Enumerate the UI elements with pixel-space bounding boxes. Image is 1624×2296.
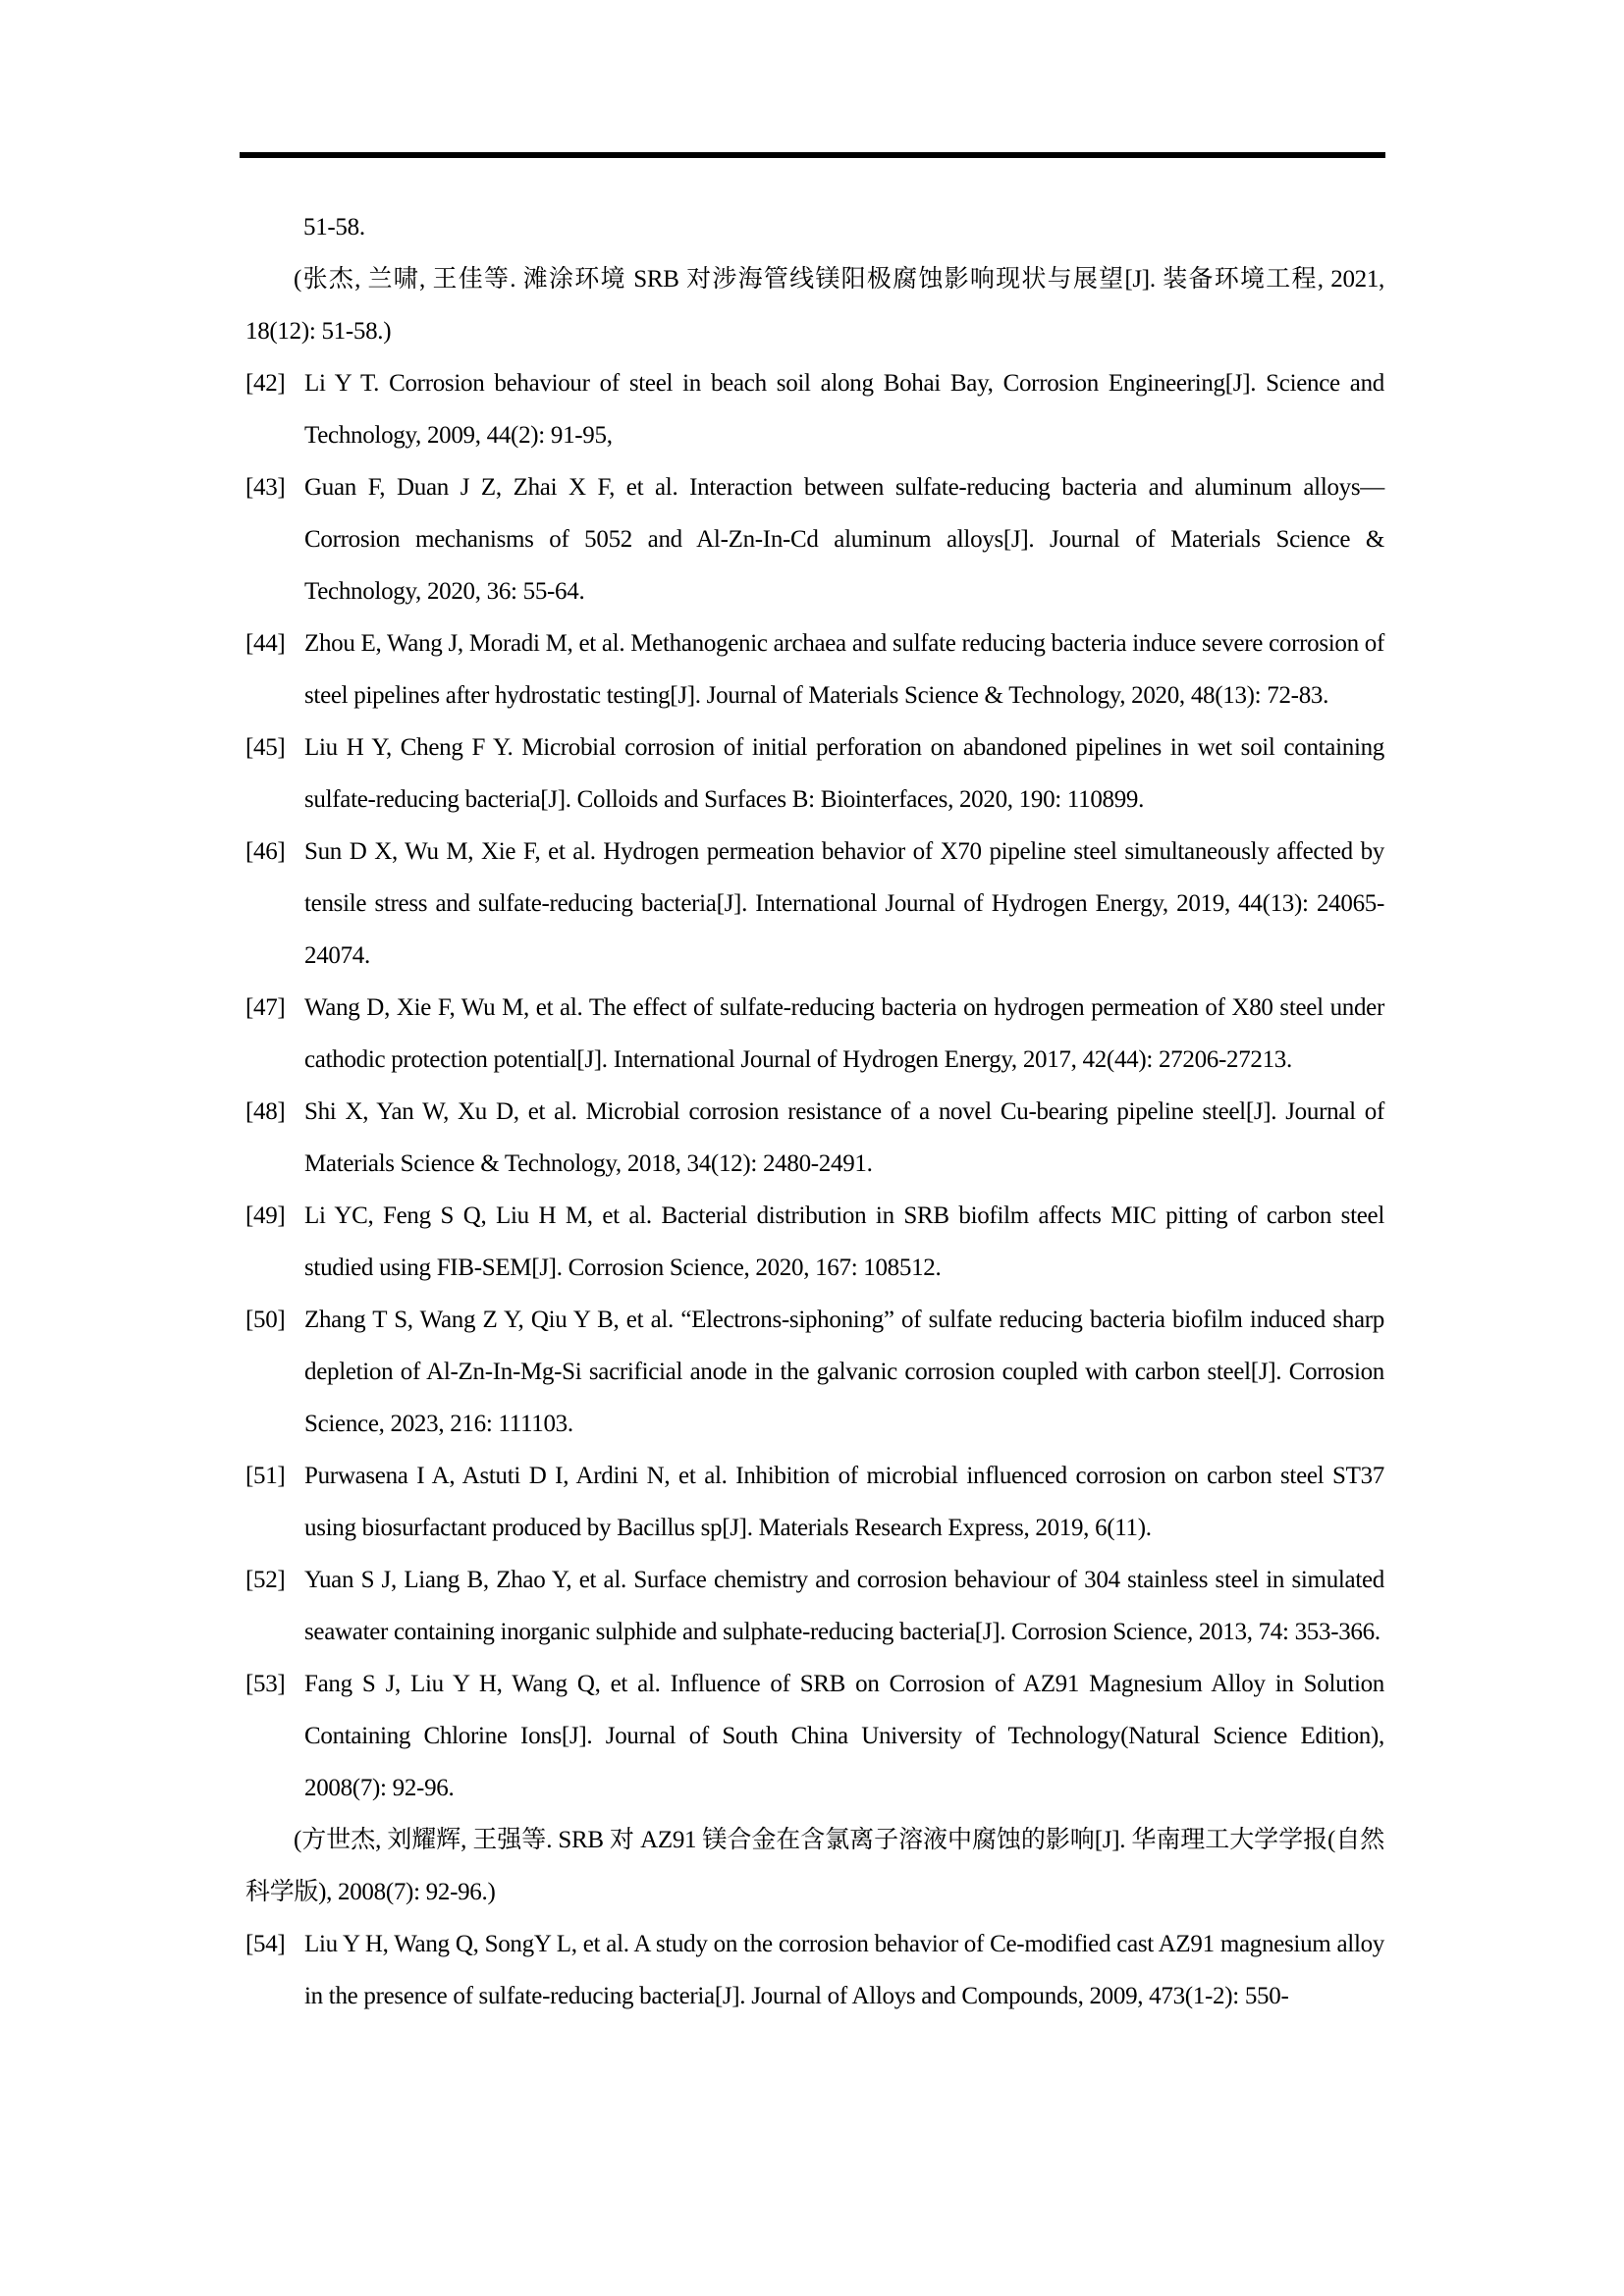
- reference-text: Purwasena I A, Astuti D I, Ardini N, et al. Inhibition of microbial influenced corrosion on carbon steel ST37 using biosurfactant produced by Bacillus sp[J]. Materials Research Express, 2019, 6(11).: [304, 1463, 1384, 1541]
- references-list: [245, 201, 1384, 2022]
- reference-text: Li YC, Feng S Q, Liu H M, et al. Bacterial distribution in SRB biofilm affects MIC pitting of carbon steel studied using FIB-SEM[J]. Corrosion Science, 2020, 167: 108512.: [304, 1202, 1384, 1281]
- reference-number: [53]: [245, 1671, 286, 1697]
- reference-number: [48]: [245, 1098, 286, 1125]
- reference-text: Wang D, Xie F, Wu M, et al. The effect of sulfate-reducing bacteria on hydrogen permeation of X80 steel under cathodic protection potential[J]. International Journal of Hydrogen Energy, 2017, 42(44): 27206-27213.: [304, 994, 1384, 1073]
- reference-text: Fang S J, Liu Y H, Wang Q, et al. Influence of SRB on Corrosion of AZ91 Magnesium Alloy in Solution Containing Chlorine Ions[J]. Journal of South China University of Technology(Natural Science Edition), 2008(7): 92-96.: [304, 1671, 1384, 1801]
- reference-number: [45]: [245, 734, 286, 761]
- reference-translation-cn: (张杰, 兰啸, 王佳等. 滩涂环境 SRB 对涉海管线镁阳极腐蚀影响现状与展望[J]. 装备环境工程, 2021, 18(12): 51-58.): [245, 266, 1384, 345]
- reference-entry: [245, 982, 1384, 1086]
- reference-text: Liu Y H, Wang Q, SongY L, et al. A study on the corrosion behavior of Ce-modified cast AZ91 magnesium alloy in the presence of sulfate-reducing bacteria[J]. Journal of Alloys and Compounds, 2009, 473(1-2): 550-: [304, 1931, 1384, 2009]
- reference-text: Sun D X, Wu M, Xie F, et al. Hydrogen permeation behavior of X70 pipeline steel simultaneously affected by tensile stress and sulfate-reducing bacteria[J]. International Journal of Hydrogen Energy, 2019, 44(13): 24065-24074.: [304, 838, 1384, 969]
- reference-number: [42]: [245, 370, 286, 397]
- reference-text: Shi X, Yan W, Xu D, et al. Microbial corrosion resistance of a novel Cu-bearing pipeline steel[J]. Journal of Materials Science & Technology, 2018, 34(12): 2480-2491.: [304, 1098, 1384, 1177]
- reference-entry: [245, 617, 1384, 721]
- reference-continuation-pages: 51-58.: [303, 214, 365, 240]
- reference-text: Li Y T. Corrosion behaviour of steel in beach soil along Bohai Bay, Corrosion Engineering[J]. Science and Technology, 2009, 44(2): 91-95,: [304, 370, 1384, 449]
- reference-entry: [245, 1658, 1384, 1814]
- reference-translation-cn: (方世杰, 刘耀辉, 王强等. SRB 对 AZ91 镁合金在含氯离子溶液中腐蚀的影响[J]. 华南理工大学学报(自然科学版), 2008(7): 92-96.): [245, 1827, 1384, 1905]
- reference-number: [46]: [245, 838, 286, 865]
- reference-number: [54]: [245, 1931, 286, 1957]
- reference-number: [44]: [245, 630, 286, 657]
- header-rule: [240, 152, 1385, 158]
- reference-entry: [245, 721, 1384, 826]
- reference-entry: [245, 461, 1384, 617]
- reference-text: Guan F, Duan J Z, Zhai X F, et al. Interaction between sulfate-reducing bacteria and aluminum alloys—Corrosion mechanisms of 5052 and Al-Zn-In-Cd aluminum alloys[J]. Journal of Materials Science & Technology, 2020, 36: 55-64.: [304, 474, 1384, 605]
- reference-number: [51]: [245, 1463, 286, 1489]
- reference-entry: [245, 826, 1384, 982]
- reference-number: [52]: [245, 1567, 286, 1593]
- reference-text: Yuan S J, Liang B, Zhao Y, et al. Surface chemistry and corrosion behaviour of 304 stainless steel in simulated seawater containing inorganic sulphide and sulphate-reducing bacteria[J]. Corrosion Science, 2013, 74: 353-366.: [304, 1567, 1384, 1645]
- reference-text: Zhang T S, Wang Z Y, Qiu Y B, et al. “Electrons-siphoning” of sulfate reducing bacteria biofilm induced sharp depletion of Al-Zn-In-Mg-Si sacrificial anode in the galvanic corrosion coupled with carbon steel[J]. Corrosion Science, 2023, 216: 111103.: [304, 1307, 1384, 1437]
- reference-entry: [245, 1554, 1384, 1658]
- reference-entry: [245, 1918, 1384, 2022]
- reference-number: [43]: [245, 474, 286, 501]
- reference-text: Liu H Y, Cheng F Y. Microbial corrosion of initial perforation on abandoned pipelines in wet soil containing sulfate-reducing bacteria[J]. Colloids and Surfaces B: Biointerfaces, 2020, 190: 110899.: [304, 734, 1384, 813]
- reference-entry: [245, 1450, 1384, 1554]
- reference-entry: [245, 1086, 1384, 1190]
- reference-text: Zhou E, Wang J, Moradi M, et al. Methanogenic archaea and sulfate reducing bacteria induce severe corrosion of steel pipelines after hydrostatic testing[J]. Journal of Materials Science & Technology, 2020, 48(13): 72-83.: [304, 630, 1384, 709]
- reference-number: [50]: [245, 1307, 286, 1333]
- reference-number: [49]: [245, 1202, 286, 1229]
- reference-entry: [245, 1190, 1384, 1294]
- reference-number: [47]: [245, 994, 286, 1021]
- reference-entry: [245, 1294, 1384, 1450]
- reference-entry: [245, 357, 1384, 461]
